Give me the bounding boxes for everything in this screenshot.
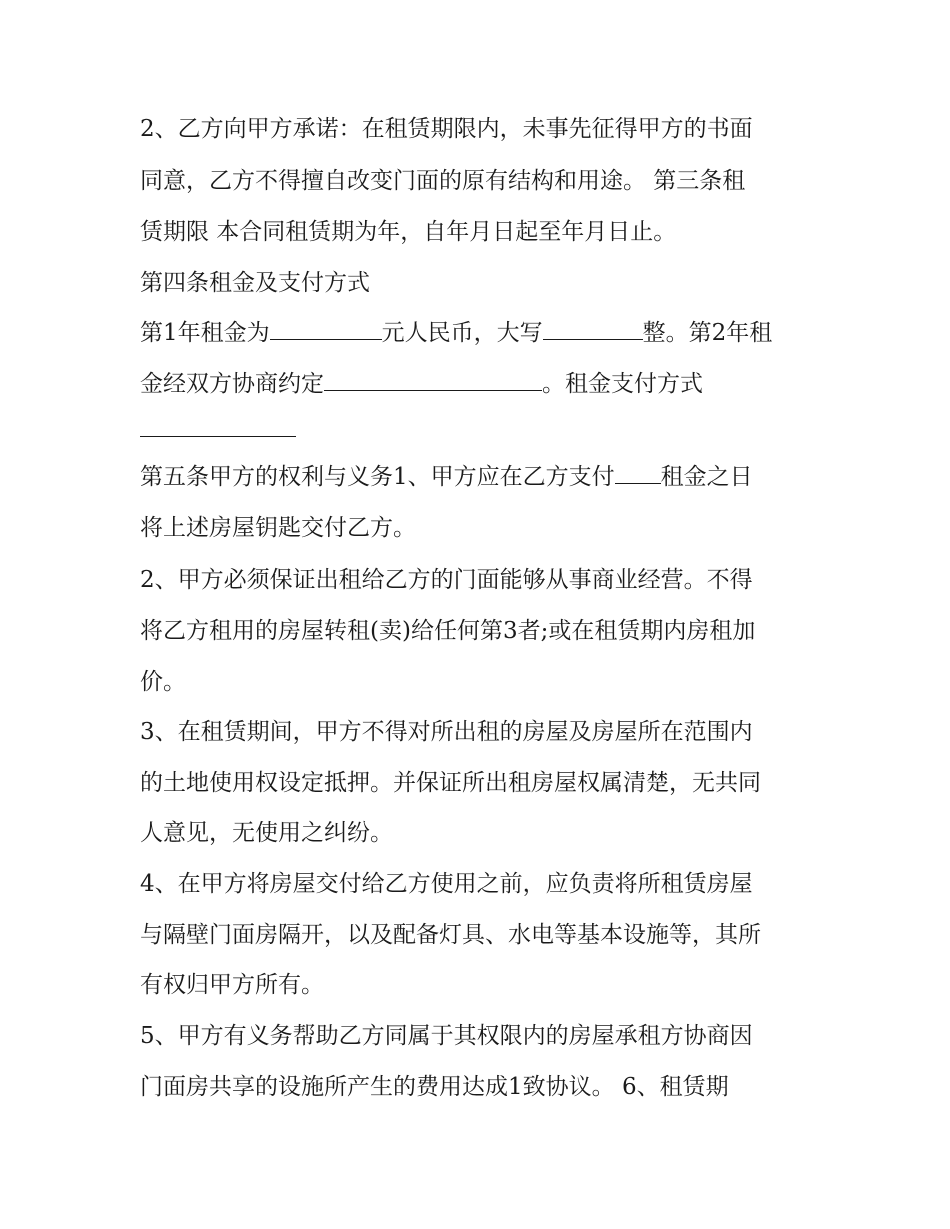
rent-line [140, 318, 772, 348]
fill-blank[interactable] [270, 319, 382, 340]
paragraph-line: 将上述房屋钥匙交付乙方。 [140, 515, 416, 541]
paragraph-line: 的土地使用权设定抵押。并保证所出租房屋权属清楚，无共同 [140, 770, 761, 796]
paragraph-line: 2、甲方必须保证出租给乙方的门面能够从事商业经营。不得 [140, 567, 753, 593]
rent-line-text: 整。第2年租 [642, 320, 773, 346]
line-text: 租金之日 [660, 464, 753, 490]
fill-blank[interactable] [140, 416, 296, 437]
paragraph-line: 与隔壁门面房隔开，以及配备灯具、水电等基本设施等，其所 [140, 922, 761, 948]
fill-blank[interactable] [615, 463, 661, 484]
paragraph-line: 价。 [140, 669, 186, 695]
fill-blank[interactable] [543, 319, 643, 340]
paragraph-line: 人意见，无使用之纠纷。 [140, 820, 393, 846]
rent-line-text: 。租金支付方式 [542, 371, 703, 397]
paragraph-line: 4、在甲方将房屋交付给乙方使用之前，应负责将所租赁房屋 [140, 871, 753, 897]
rent-line-text: 元人民币，大写 [381, 320, 543, 346]
section-heading: 第四条租金及支付方式 [140, 270, 370, 296]
paragraph-line: 赁期限 本合同租赁期为年，自年月日起至年月日止。 [140, 219, 677, 245]
rent-line-text: 金经双方协商约定 [140, 371, 324, 397]
paragraph-line: 2、乙方向甲方承诺：在租赁期限内，未事先征得甲方的书面 [140, 116, 753, 142]
paragraph-line: 同意，乙方不得擅自改变门面的原有结构和用途。 第三条租 [140, 168, 746, 194]
rent-line-text: 第1年租金为 [140, 320, 270, 346]
fill-blank[interactable] [324, 370, 542, 391]
paragraph-line [140, 462, 753, 492]
paragraph-line: 将乙方租用的房屋转租(卖)给任何第3者;或在租赁期内房租加 [140, 618, 756, 644]
blank-line [140, 415, 296, 445]
paragraph-line: 有权归甲方所有。 [140, 972, 324, 998]
line-text: 第五条甲方的权利与义务1、甲方应在乙方支付 [140, 464, 615, 490]
paragraph-line: 5、甲方有义务帮助乙方同属于其权限内的房屋承租方协商因 [140, 1023, 753, 1049]
paragraph-line: 门面房共享的设施所产生的费用达成1致协议。 6、租赁期 [140, 1074, 729, 1100]
rent-line [140, 369, 703, 399]
paragraph-line: 3、在租赁期间，甲方不得对所出租的房屋及房屋所在范围内 [140, 719, 753, 745]
